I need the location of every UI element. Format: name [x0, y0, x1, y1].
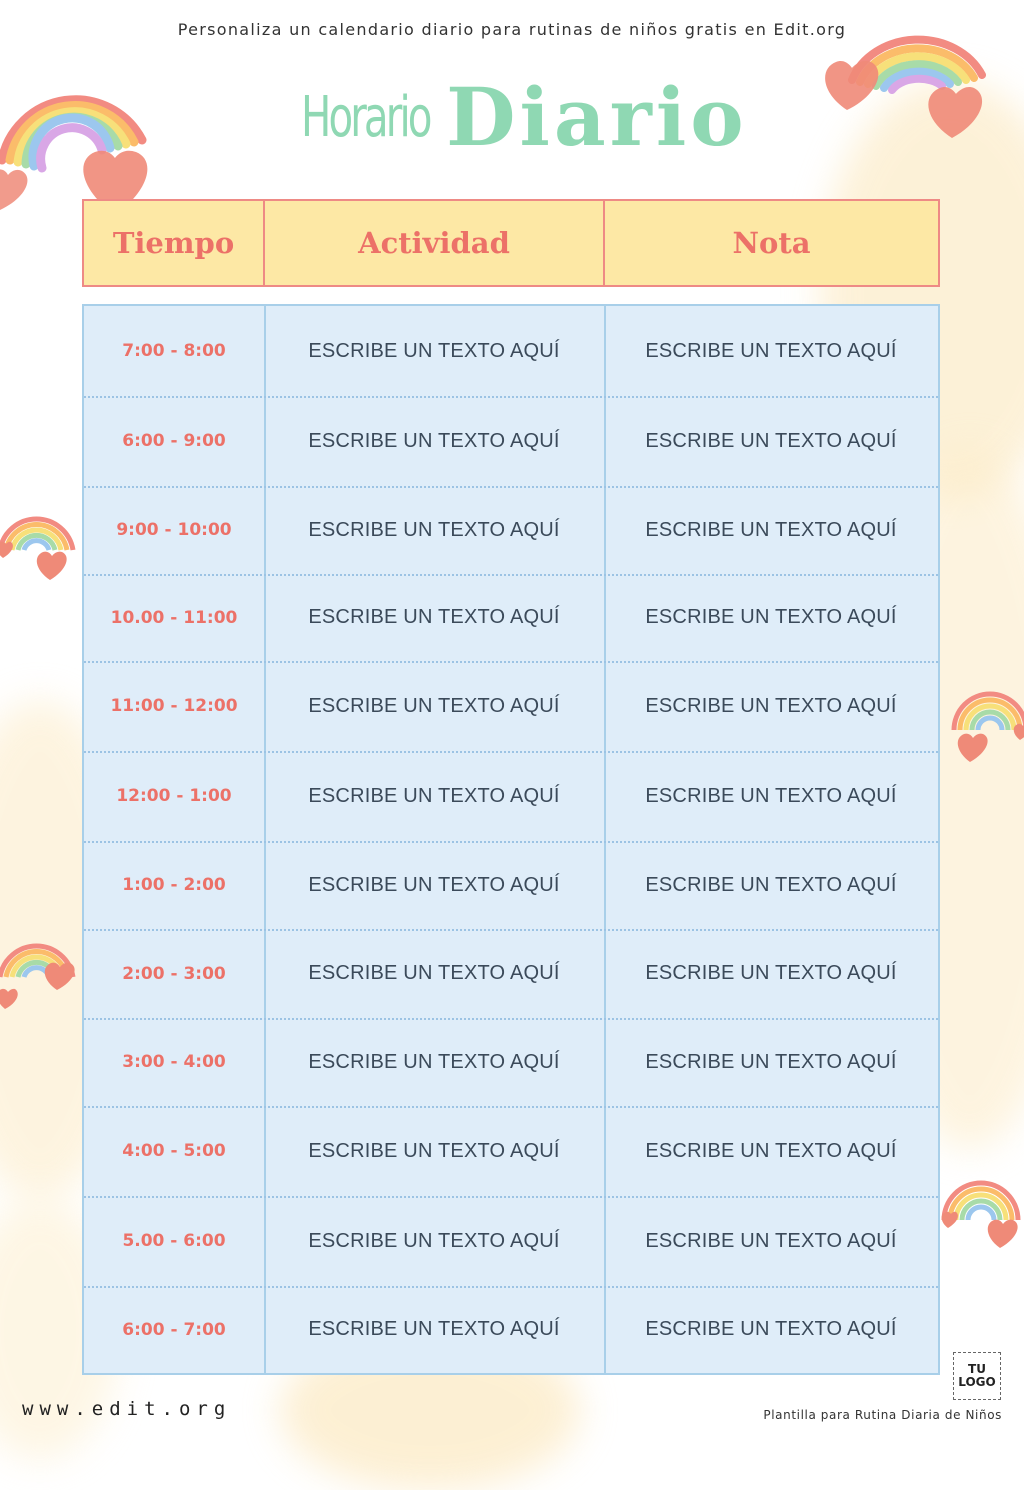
- activity-cell-text: ESCRIBE UN TEXTO AQUÍ: [308, 429, 560, 452]
- note-cell-text: ESCRIBE UN TEXTO AQUÍ: [645, 694, 897, 717]
- website-link[interactable]: www.edit.org: [22, 1398, 232, 1420]
- time-cell: [84, 661, 264, 751]
- table-row: [84, 841, 938, 931]
- time-cell: [84, 929, 264, 1018]
- activity-cell[interactable]: [264, 929, 604, 1018]
- time-cell: [84, 1018, 264, 1106]
- table-row: [84, 1106, 938, 1198]
- activity-cell-text: ESCRIBE UN TEXTO AQUÍ: [308, 1139, 560, 1162]
- activity-cell-text: ESCRIBE UN TEXTO AQUÍ: [308, 1318, 560, 1340]
- table-row: [84, 396, 938, 488]
- table-row: [84, 1018, 938, 1108]
- logo-line: LOGO: [958, 1375, 996, 1389]
- activity-cell-text: ESCRIBE UN TEXTO AQUÍ: [308, 694, 560, 717]
- logo-line: TU: [968, 1362, 986, 1376]
- time-cell: [84, 1106, 264, 1196]
- time-cell: [84, 751, 264, 841]
- rainbow-heart-icon: [0, 915, 80, 1010]
- note-cell[interactable]: [604, 1286, 938, 1373]
- activity-cell-text: ESCRIBE UN TEXTO AQUÍ: [308, 873, 560, 896]
- activity-cell-text: ESCRIBE UN TEXTO AQUÍ: [308, 784, 560, 807]
- note-cell[interactable]: [604, 661, 938, 751]
- note-cell-text: ESCRIBE UN TEXTO AQUÍ: [645, 518, 897, 541]
- time-cell-text: 10.00 - 11:00: [110, 607, 238, 628]
- activity-cell[interactable]: [264, 751, 604, 841]
- time-cell-text: 1:00 - 2:00: [122, 875, 226, 895]
- note-cell-text: ESCRIBE UN TEXTO AQUÍ: [645, 339, 897, 362]
- note-cell-text: ESCRIBE UN TEXTO AQUÍ: [645, 429, 897, 452]
- time-cell-text: 6:00 - 9:00: [122, 431, 226, 451]
- time-cell-text: 5.00 - 6:00: [122, 1231, 226, 1251]
- note-cell-text: ESCRIBE UN TEXTO AQUÍ: [645, 606, 897, 628]
- activity-cell[interactable]: [264, 661, 604, 751]
- template-name: Plantilla para Rutina Diaria de Niños: [763, 1408, 1002, 1422]
- time-cell-text: 7:00 - 8:00: [122, 341, 226, 361]
- activity-cell-text: ESCRIBE UN TEXTO AQUÍ: [308, 1050, 560, 1073]
- note-cell[interactable]: [604, 841, 938, 929]
- table-row: [84, 929, 938, 1020]
- logo-placeholder[interactable]: [953, 1352, 1001, 1400]
- rainbow-heart-icon: [0, 488, 80, 583]
- note-cell-text: ESCRIBE UN TEXTO AQUÍ: [645, 1139, 897, 1162]
- promo-caption: Personaliza un calendario diario para rutinas de niños gratis en Edit.org: [177, 20, 847, 39]
- rainbow-heart-icon: [950, 668, 1024, 763]
- time-cell: [84, 306, 264, 396]
- time-cell-text: 4:00 - 5:00: [122, 1141, 226, 1161]
- title-script-word: Horario: [301, 84, 430, 150]
- table-row: [84, 661, 938, 753]
- note-cell-text: ESCRIBE UN TEXTO AQUÍ: [645, 1050, 897, 1073]
- activity-cell-text: ESCRIBE UN TEXTO AQUÍ: [308, 1229, 560, 1252]
- activity-cell-text: ESCRIBE UN TEXTO AQUÍ: [308, 518, 560, 541]
- activity-cell-text: ESCRIBE UN TEXTO AQUÍ: [308, 339, 560, 362]
- note-cell-text: ESCRIBE UN TEXTO AQUÍ: [645, 784, 897, 807]
- activity-cell[interactable]: [264, 396, 604, 486]
- table-row: [84, 1286, 938, 1373]
- note-cell-text: ESCRIBE UN TEXTO AQUÍ: [645, 1229, 897, 1252]
- note-cell[interactable]: [604, 574, 938, 661]
- table-row: [84, 1196, 938, 1288]
- table-row: [84, 486, 938, 576]
- time-cell: [84, 396, 264, 486]
- activity-cell[interactable]: [264, 1196, 604, 1286]
- title-bold-word: Diario: [446, 70, 748, 164]
- note-cell[interactable]: [604, 751, 938, 841]
- table-row: [84, 306, 938, 398]
- time-cell-text: 9:00 - 10:00: [116, 520, 232, 540]
- table-row: [84, 751, 938, 843]
- column-header-note: Nota: [732, 226, 811, 260]
- note-cell[interactable]: [604, 486, 938, 574]
- column-header-activity: Actividad: [265, 201, 605, 285]
- table-row: [84, 574, 938, 663]
- note-cell-text: ESCRIBE UN TEXTO AQUÍ: [645, 962, 897, 984]
- activity-cell[interactable]: [264, 1018, 604, 1106]
- note-cell[interactable]: [604, 306, 938, 396]
- activity-cell[interactable]: [264, 486, 604, 574]
- time-cell-text: 3:00 - 4:00: [122, 1052, 226, 1072]
- time-cell: [84, 841, 264, 929]
- time-cell-text: 6:00 - 7:00: [122, 1319, 226, 1340]
- note-cell-text: ESCRIBE UN TEXTO AQUÍ: [645, 873, 897, 896]
- activity-cell[interactable]: [264, 306, 604, 396]
- column-header-time: Tiempo: [84, 201, 265, 285]
- time-cell-text: 12:00 - 1:00: [116, 786, 232, 806]
- time-cell-text: 11:00 - 12:00: [110, 696, 238, 716]
- time-cell-text: 2:00 - 3:00: [122, 963, 226, 984]
- activity-cell-text: ESCRIBE UN TEXTO AQUÍ: [308, 962, 560, 984]
- note-cell[interactable]: [604, 1106, 938, 1196]
- time-cell: [84, 1286, 264, 1373]
- rainbow-heart-icon: [938, 1158, 1024, 1253]
- schedule-table: [82, 304, 940, 1375]
- activity-cell[interactable]: [264, 1286, 604, 1373]
- note-cell[interactable]: [604, 1018, 938, 1106]
- activity-cell[interactable]: [264, 574, 604, 661]
- note-cell-text: ESCRIBE UN TEXTO AQUÍ: [645, 1318, 897, 1340]
- note-cell[interactable]: [604, 929, 938, 1018]
- activity-cell[interactable]: [264, 841, 604, 929]
- time-cell: [84, 1196, 264, 1286]
- note-cell[interactable]: [604, 1196, 938, 1286]
- activity-cell[interactable]: [264, 1106, 604, 1196]
- time-cell: [84, 486, 264, 574]
- activity-cell-text: ESCRIBE UN TEXTO AQUÍ: [308, 606, 560, 628]
- page-title: [0, 70, 1024, 164]
- note-cell[interactable]: [604, 396, 938, 486]
- time-cell: [84, 574, 264, 661]
- table-header: [82, 199, 940, 287]
